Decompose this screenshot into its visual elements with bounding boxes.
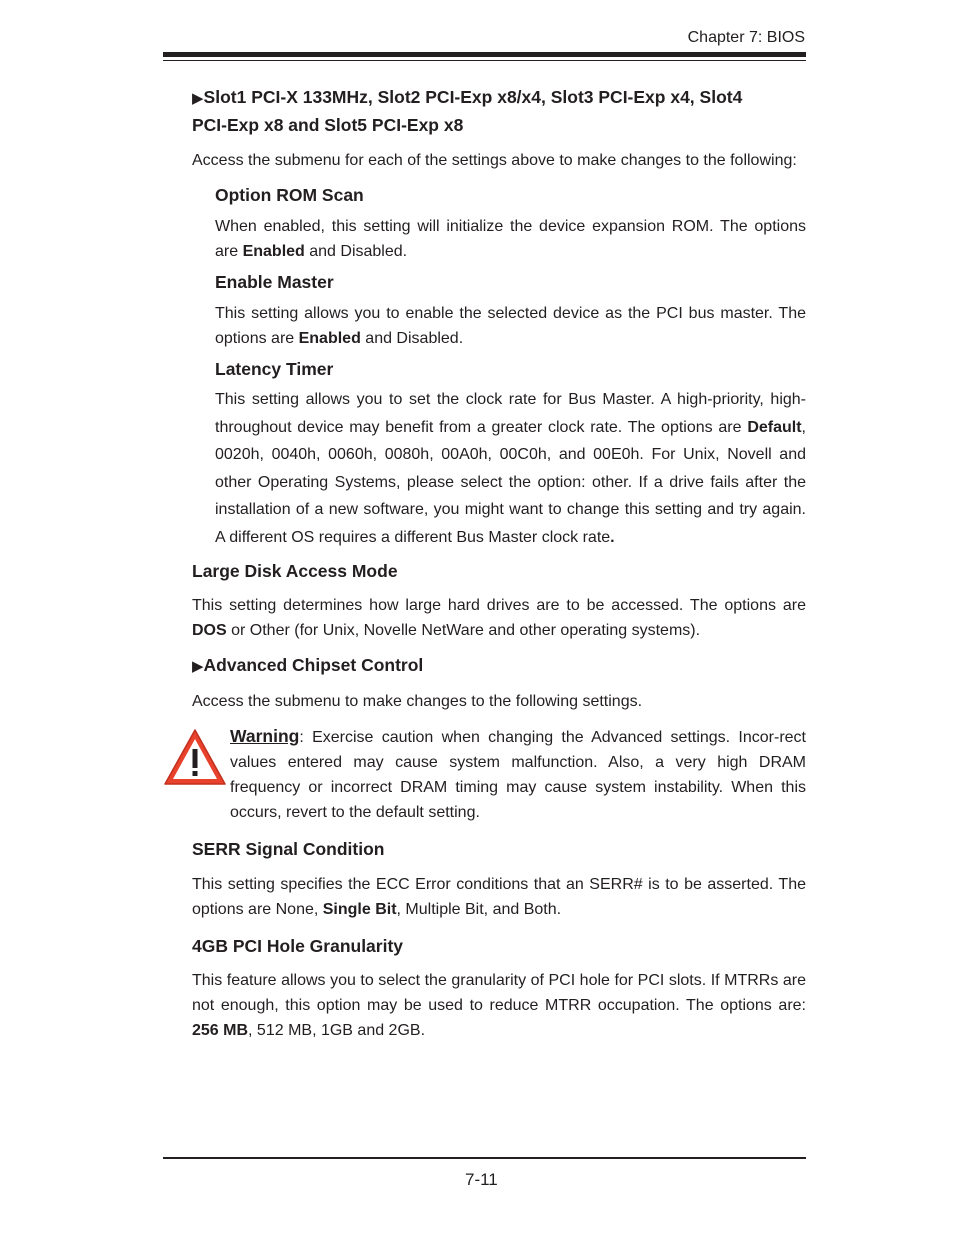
slots-body: Access the submenu for each of the settings above to make changes to the following: xyxy=(192,152,797,169)
serr-body: This setting specifies the ECC Error conditions that an SERR# is to be asserted. The options are None, Single Bit, Multiple Bit, and Both. xyxy=(192,876,806,918)
slots-heading xyxy=(192,84,806,138)
enable-master-body: This setting allows you to enable the selected device as the PCI bus master. The options are Enabled and Disabled. xyxy=(215,305,806,347)
submenu-arrow-icon: ▶ xyxy=(192,90,204,107)
option-rom-section xyxy=(215,183,806,264)
page-content xyxy=(192,84,806,1043)
large-disk-body: This setting determines how large hard drives are to be accessed. The options are DOS or Other (for Unix, Novelle NetWare and other operating systems). xyxy=(192,597,806,639)
pci-hole-body: This feature allows you to select the granularity of PCI hole for PCI slots. If MTRRs are not enough, this option may be used to reduce MTRR occupation. The options are: 256 MB, 512 MB, 1GB and 2GB. xyxy=(192,972,806,1039)
large-disk-heading: Large Disk Access Mode xyxy=(192,561,398,581)
latency-heading: Latency Timer xyxy=(215,359,334,379)
slots-heading-line1: Slot1 PCI-X 133MHz, Slot2 PCI-Exp x8/x4, Slot3 PCI-Exp x4, Slot4 xyxy=(203,87,743,107)
enable-master-heading: Enable Master xyxy=(215,272,334,292)
adv-chipset-heading: ▶Advanced Chipset Control xyxy=(192,655,424,675)
header-rule-thin xyxy=(163,60,806,61)
serr-heading: SERR Signal Condition xyxy=(192,839,385,859)
page-number: 7-11 xyxy=(465,1170,498,1189)
warning-block xyxy=(163,724,806,825)
enable-master-section xyxy=(215,270,806,351)
warning-label: Warning xyxy=(230,726,300,746)
warning-triangle-icon xyxy=(163,728,227,786)
option-rom-body: When enabled, this setting will initialize the device expansion ROM. The options are Enabled and Disabled. xyxy=(215,218,806,260)
pci-hole-heading: 4GB PCI Hole Granularity xyxy=(192,936,404,956)
header-rule-thick xyxy=(163,52,806,57)
slots-heading-line2: PCI-Exp x8 and Slot5 PCI-Exp x8 xyxy=(192,115,464,135)
option-rom-heading: Option ROM Scan xyxy=(215,185,364,205)
chapter-header: Chapter 7: BIOS xyxy=(687,29,805,46)
latency-section xyxy=(215,357,806,551)
footer-rule xyxy=(163,1157,806,1159)
submenu-arrow-icon: ▶ xyxy=(192,658,204,675)
adv-chipset-body: Access the submenu to make changes to the following settings. xyxy=(192,693,643,710)
latency-body: This setting allows you to set the clock rate for Bus Master. A high-priority, high-throughout device may benefit from a greater clock rate. The options are Default, 0020h, 0040h, 0060h, 0080h, 00A0h, 00C0h, and 00E0h. For Unix, Novell and other Operating Systems, please select the option: other. If a drive fails after the installation of a new software, you might want to change this setting and try again. A different OS requires a different Bus Master clock rate. xyxy=(215,391,806,546)
warning-text: Warning: Exercise caution when changing the Advanced settings. Incor-rect values entered may cause system malfunction. Also, a very high DRAM frequency or incorrect DRAM timing may cause system instability. When this occurs, revert to the default setting. xyxy=(230,726,806,821)
